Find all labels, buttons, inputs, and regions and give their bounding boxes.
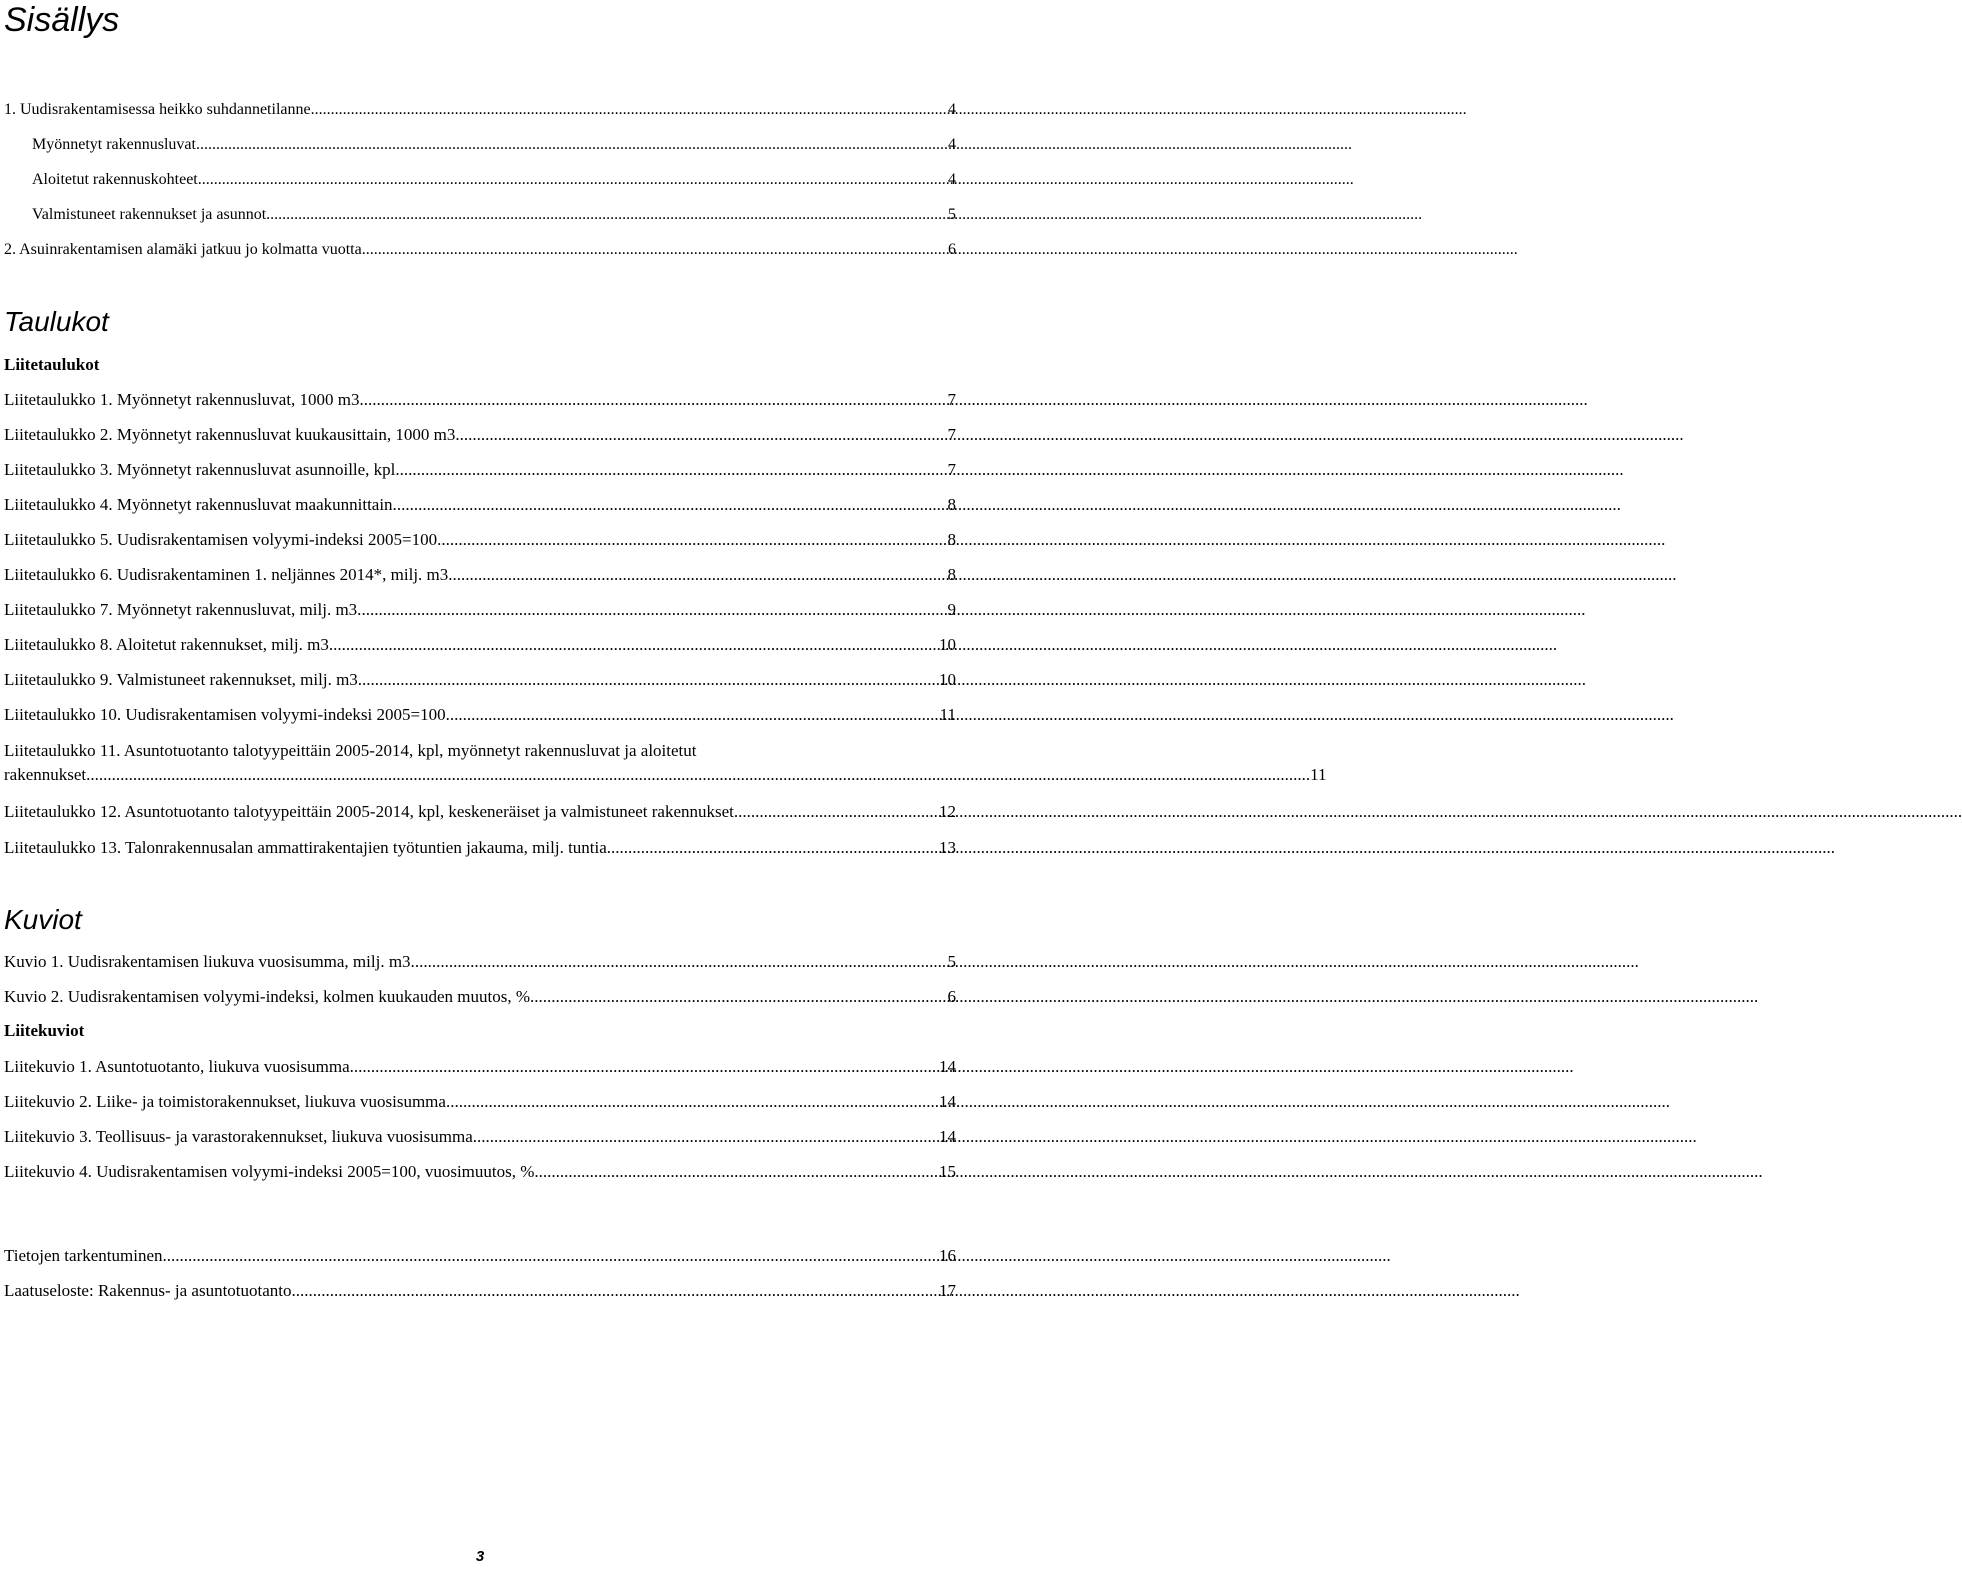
- leader-dots: [333, 634, 938, 656]
- toc-entry-page: 14: [939, 1057, 956, 1076]
- leader-dots: [738, 801, 938, 823]
- leader-dots: [315, 99, 947, 121]
- toc-entry[interactable]: [4, 1280, 956, 1302]
- toc-entry-page: 8: [947, 565, 956, 584]
- toc-entry-page: 14: [939, 1092, 956, 1111]
- toc-entry[interactable]: [4, 669, 956, 691]
- toc-entry-page: 13: [939, 838, 956, 857]
- appendix-figures-subheading: Liitekuviot: [4, 1021, 85, 1040]
- toc-entry[interactable]: [4, 1091, 956, 1113]
- toc-entry[interactable]: [4, 99, 956, 121]
- leader-dots: [446, 1091, 938, 1113]
- toc-entry-page: 6: [947, 987, 956, 1006]
- toc-entry[interactable]: [4, 494, 956, 516]
- page-number: 3: [475, 1548, 485, 1565]
- toc-entry-page: 8: [947, 495, 956, 514]
- toc-entry-page: 4: [948, 101, 956, 118]
- toc-entry-label: Liitekuvio 3. Teollisuus- ja varastorakennukset, liukuva vuosisumma: [4, 1127, 473, 1146]
- leader-dots: [270, 204, 947, 226]
- toc-entry-label: Liitetaulukko 12. Asuntotuotanto talotyypeittäin 2005-2014, kpl, keskeneräiset ja valmistuneet rakennukset.: [4, 802, 739, 821]
- toc-entry-label: Liitetaulukko 9. Valmistuneet rakennukset, milj. m3.: [4, 670, 363, 689]
- toc-entry[interactable]: [4, 951, 956, 973]
- toc-entry-page: 8: [947, 530, 956, 549]
- toc-entry[interactable]: [4, 599, 956, 621]
- toc-entry-page: 16: [939, 1246, 956, 1265]
- toc-entry-label: Liitetaulukko 4. Myönnetyt rakennusluvat maakunnittain.: [4, 495, 397, 514]
- toc-entry-label: Liitetaulukko 1. Myönnetyt rakennusluvat, 1000 m3.: [4, 390, 364, 409]
- leader-dots: [450, 704, 939, 726]
- toc-entry-page: 11: [939, 705, 956, 724]
- leader-dots: [366, 239, 947, 261]
- toc-entry-label: Liitetaulukko 2. Myönnetyt rakennusluvat kuukausittain, 1000 m3.: [4, 425, 460, 444]
- leader-dots: [460, 424, 947, 446]
- toc-entry-label: Liitetaulukko 8. Aloitetut rakennukset, milj. m3.: [4, 635, 334, 654]
- toc-entry-label: Aloitetut rakennuskohteet.: [32, 171, 202, 188]
- toc-entry-label: Myönnetyt rakennusluvat.: [32, 136, 200, 153]
- leader-dots: [361, 599, 946, 621]
- leader-dots: [167, 1245, 938, 1267]
- leader-dots: [473, 1126, 938, 1148]
- leader-dots: [400, 459, 947, 481]
- toc-entry[interactable]: [4, 564, 956, 586]
- toc-entry-label: Liitekuvio 1. Asuntotuotanto, liukuva vuosisumma: [4, 1057, 350, 1076]
- toc-entry[interactable]: [4, 986, 956, 1008]
- toc-entry-label: Laatuseloste: Rakennus- ja asuntotuotanto.: [4, 1281, 296, 1300]
- toc-entry-label: Liitetaulukko 5. Uudisrakentamisen volyymi-indeksi 2005=100.: [4, 530, 442, 549]
- toc-entry[interactable]: [4, 239, 956, 261]
- toc-entry-label: Liitetaulukko 10. Uudisrakentamisen volyymi-indeksi 2005=100.: [4, 705, 450, 724]
- toc-entry-page: 10: [939, 635, 956, 654]
- toc-entry[interactable]: [4, 1126, 956, 1148]
- toc-entry[interactable]: [4, 837, 956, 859]
- toc-entry-page: 10: [939, 670, 956, 689]
- toc-entry[interactable]: [4, 529, 956, 551]
- toc-entry-label: Liitetaulukko 7. Myönnetyt rakennusluvat, milj. m3.: [4, 600, 362, 619]
- toc-entry-label: Liitekuvio 4. Uudisrakentamisen volyymi-indeksi 2005=100, vuosimuutos, %.: [4, 1162, 539, 1181]
- toc-entry-page: 7: [947, 425, 956, 444]
- toc-entry-label: Liitetaulukko 6. Uudisrakentaminen 1. neljännes 2014*, milj. m3.: [4, 565, 453, 584]
- page-title: Sisällys: [4, 1, 120, 39]
- leader-dots: [611, 837, 938, 859]
- toc-entry-page: 7: [947, 390, 956, 409]
- toc-entry-page: 17: [939, 1281, 956, 1300]
- toc-entry-label: Tietojen tarkentuminen.: [4, 1246, 167, 1265]
- toc-entry-page: 4: [948, 136, 956, 153]
- toc-entry[interactable]: [4, 1245, 956, 1267]
- leader-dots: [296, 1280, 938, 1302]
- toc-entry-label: Liitetaulukko 13. Talonrakennusalan ammattirakentajien työtuntien jakauma, milj. tuntia.: [4, 838, 612, 857]
- toc-entry-label: Liitetaulukko 3. Myönnetyt rakennusluvat asunnoille, kpl.: [4, 460, 400, 479]
- appendix-tables-subheading: Liitetaulukot: [4, 355, 100, 374]
- toc-entry-page: 7: [947, 460, 956, 479]
- toc-entry-page: 4: [948, 171, 956, 188]
- toc-entry-page: 15: [939, 1162, 956, 1181]
- toc-entry-label: Kuvio 1. Uudisrakentamisen liukuva vuosisumma, milj. m3.: [4, 952, 415, 971]
- toc-entry[interactable]: [4, 424, 956, 446]
- toc-entry[interactable]: [32, 169, 956, 191]
- toc-entry-page: 5: [948, 206, 956, 223]
- leader-dots: [453, 564, 947, 586]
- leader-dots: [350, 1056, 938, 1078]
- toc-entry-label: 1. Uudisrakentamisessa heikko suhdannetilanne.: [4, 101, 315, 118]
- toc-entry[interactable]: [4, 389, 956, 411]
- toc-entry-page: 14: [939, 1127, 956, 1146]
- toc-entry-label: Kuvio 2. Uudisrakentamisen volyymi-indeksi, kolmen kuukauden muutos, %.: [4, 987, 535, 1006]
- leader-dots: [200, 134, 947, 156]
- leader-dots: [534, 986, 946, 1008]
- toc-entry-page: 5: [947, 952, 956, 971]
- toc-entry[interactable]: [4, 704, 956, 726]
- toc-entry[interactable]: [4, 459, 956, 481]
- toc-entry-page: 11: [1310, 765, 1327, 784]
- toc-entry[interactable]: [32, 134, 956, 156]
- leader-dots: [364, 389, 947, 411]
- leader-dots: [202, 169, 947, 191]
- leader-dots: [86, 764, 1310, 786]
- toc-entry-label: Liitetaulukko 11. Asuntotuotanto talotyypeittäin 2005-2014, kpl, myönnetyt rakennusluvat ja aloitetut: [4, 741, 697, 760]
- toc-entry[interactable]: [4, 740, 1327, 786]
- toc-entry[interactable]: [4, 801, 956, 823]
- toc-entry[interactable]: [32, 204, 956, 226]
- leader-dots: [415, 951, 947, 973]
- leader-dots: [397, 494, 947, 516]
- toc-entry-label: 2. Asuinrakentamisen alamäki jatkuu jo kolmatta vuotta.: [4, 241, 366, 258]
- toc-entry[interactable]: [4, 1161, 956, 1183]
- leader-dots: [441, 529, 946, 551]
- toc-entry[interactable]: [4, 1056, 956, 1078]
- toc-entry-label: Liitekuvio 2. Liike- ja toimistorakennukset, liukuva vuosisumma: [4, 1092, 446, 1111]
- figures-heading: Kuviot: [4, 904, 82, 935]
- toc-entry[interactable]: [4, 634, 956, 656]
- toc-entry-page: 6: [948, 241, 956, 258]
- leader-dots: [362, 669, 938, 691]
- toc-entry-label: Valmistuneet rakennukset ja asunnot.: [32, 206, 271, 223]
- tables-heading: Taulukot: [4, 306, 109, 337]
- toc-entry-page: 12: [939, 802, 956, 821]
- toc-entry-label: rakennukset: [4, 765, 87, 784]
- leader-dots: [539, 1161, 938, 1183]
- toc-entry-page: 9: [947, 600, 956, 619]
